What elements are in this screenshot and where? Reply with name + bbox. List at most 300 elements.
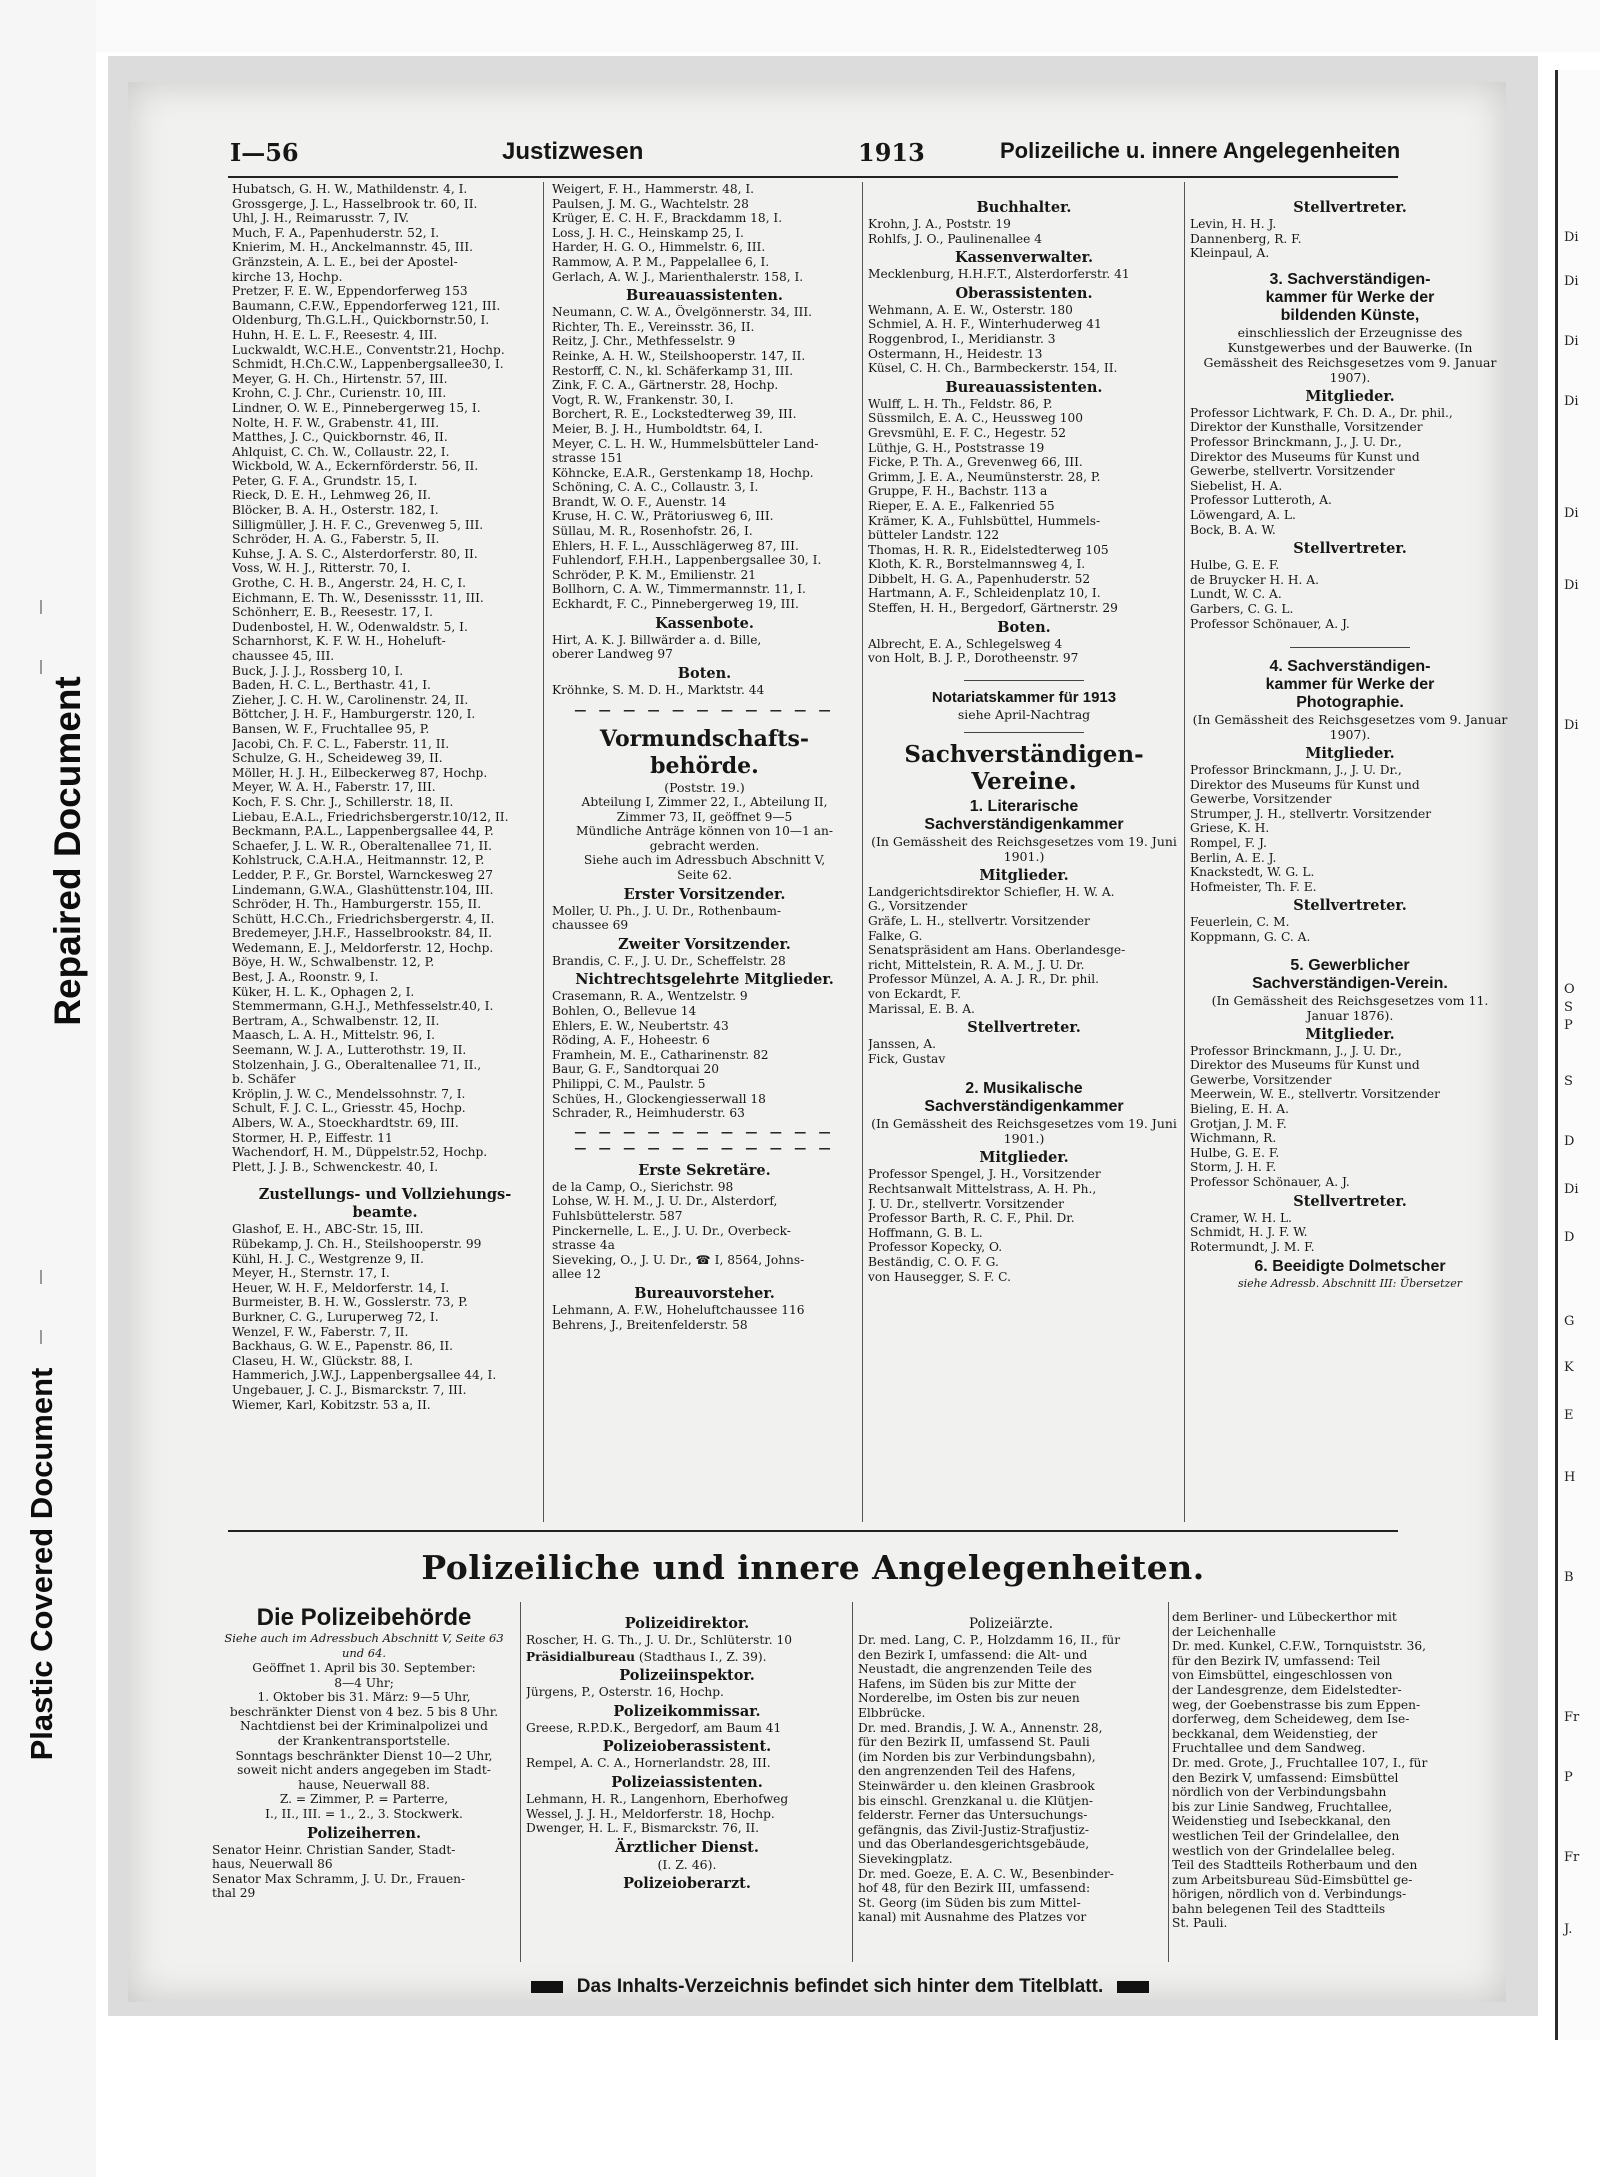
entry-line: Mecklenburg, H.H.F.T., Alsterdorferstr. 41 [868, 267, 1130, 282]
entry-line: Dwenger, H. L. F., Bismarckstr. 76, II. [526, 1821, 760, 1836]
entry-line: bütteler Landstr. 122 [868, 528, 1000, 543]
entry-list [552, 1303, 857, 1332]
entry-list [1172, 1610, 1508, 1931]
entry-line: weg, der Goebenstrasse bis zum Eppen- [1172, 1697, 1421, 1712]
entry-line: Professor Brinckmann, J., J. U. Dr., [1190, 434, 1402, 449]
column-1 [232, 182, 538, 1412]
entry-line: von Eckardt, F. [868, 987, 962, 1001]
rule [964, 732, 1084, 733]
entry-line: Geöffnet 1. April bis 30. September: [252, 1661, 476, 1675]
entry-line: Gewerbe, Vorsitzender [1190, 1072, 1332, 1087]
entry-line: Rübekamp, J. Ch. H., Steilshooperstr. 99 [232, 1236, 482, 1251]
entry-line: I., II., III. = 1., 2., 3. Stockwerk. [265, 1806, 463, 1821]
mitglieder-heading: Mitglieder. [979, 1149, 1069, 1167]
entry-line: Wenzel, F. W., Faberstr. 7, II. [232, 1324, 409, 1339]
entry-line: Fuhlsbüttelerstr. 587 [552, 1209, 683, 1224]
kammer-6-title: 6. Beeidigte Dolmetscher [1254, 1258, 1446, 1276]
entry-line: Abteilung I, Zimmer 22, I., Abteilung II, [581, 795, 828, 809]
entry-line: Crasemann, R. A., Wentzelstr. 9 [552, 989, 748, 1004]
entry-list [212, 1843, 516, 1901]
entry-line: nördlich von der Verbindungsbahn [1172, 1785, 1387, 1800]
entry-line: de la Camp, O., Sierichstr. 98 [552, 1179, 734, 1194]
entry-line: Philippi, C. M., Paulstr. 5 [552, 1076, 706, 1091]
entry-list [232, 1222, 538, 1412]
entry-line: Meyer, W. A. H., Faberstr. 17, III. [232, 780, 436, 795]
entry-line: Wiemer, Karl, Kobitzstr. 53 a, II. [232, 1397, 431, 1412]
entry-line: Wickbold, W. A., Eckernförderstr. 56, II. [232, 459, 479, 474]
stellvertreter-heading: Stellvertreter. [1293, 540, 1407, 558]
praesidialbureau-note: (Stadthaus I., Z. 39). [638, 1649, 767, 1664]
entry-line: Ostermann, H., Heidestr. 13 [868, 346, 1043, 361]
entry-line: von Hausegger, S. F. C. [868, 1269, 1011, 1284]
entry-line: Best, J. A., Roonstr. 9, I. [232, 970, 379, 985]
column-divider [1184, 182, 1185, 1522]
entry-list [552, 954, 857, 969]
entry-line: bahn belegenen Teil des Stadtteils [1172, 1901, 1386, 1916]
entry-line: Grotjan, J. M. F. [1190, 1116, 1287, 1131]
entry-list [1190, 915, 1510, 944]
entry-line: Storm, J. H. F. [1190, 1160, 1277, 1175]
entry-line: Rieck, D. E. H., Lehmweg 26, II. [232, 488, 432, 503]
entry-list [868, 637, 1180, 666]
entry-line: Kleinpaul, A. [1190, 246, 1270, 261]
nichtrechtsgelehrte-heading: Nichtrechtsgelehrte Mitglieder. [575, 971, 834, 989]
entry-line: Much, F. A., Papenhuderstr. 52, I. [232, 225, 440, 240]
entry-line: Ungebauer, J. C. J., Bismarckstr. 7, III. [232, 1382, 467, 1397]
entry-line: bis zur Linie Sandweg, Fruchtallee, [1172, 1799, 1393, 1814]
sachverstaendigen-title-2: Vereine. [971, 767, 1077, 795]
notariatskammer-note: siehe April-Nachtrag [957, 706, 1091, 722]
entry-line: richt, Mittelstein, R. A. M., J. U. Dr. [868, 957, 1085, 972]
entry-list [552, 795, 857, 883]
rule [964, 680, 1084, 681]
entry-line: beckkanal, dem Weidenstieg, der [1172, 1726, 1378, 1741]
entry-line: Seemann, W. J. A., Lutterothstr. 19, II. [232, 1043, 467, 1058]
entry-line: Dr. med. Kunkel, C.F.W., Tornquiststr. 36, [1172, 1639, 1426, 1654]
entry-line: Rotermundt, J. M. F. [1190, 1239, 1315, 1254]
entry-line: Wulff, L. H. Th., Feldstr. 86, P. [868, 396, 1053, 411]
separator-dashes: — — — — — — — — — — — [574, 1124, 835, 1139]
entry-line: Restorff, C. N., kl. Schäferkamp 31, III. [552, 363, 794, 378]
entry-list [1190, 1044, 1510, 1190]
entry-line: Schmidt, H.Ch.C.W., Lappenbergsallee30, I. [232, 357, 504, 372]
boten-heading: Boten. [677, 664, 732, 682]
entry-line: Garbers, C. G. L. [1190, 601, 1294, 616]
zweiter-vorsitzender-heading: Zweiter Vorsitzender. [618, 935, 791, 953]
entry-line: Ehlers, H. F. L., Ausschlägerweg 87, III. [552, 538, 799, 553]
entry-line: Stolzenhain, J. G., Oberaltenallee 71, II., [232, 1057, 482, 1072]
entry-line: b. Schäfer [232, 1072, 296, 1087]
entry-line: Direktor des Museums für Kunst und [1190, 1058, 1420, 1073]
entry-line: Baumann, C.F.W., Eppendorferweg 121, III. [232, 298, 501, 313]
mitglieder-heading: Mitglieder. [1305, 745, 1395, 763]
entry-line: chaussee 45, III. [232, 649, 335, 663]
entry-line: Professor Spengel, J. H., Vorsitzender [868, 1167, 1101, 1182]
entry-line: Grossgerge, J. L., Hasselbrook tr. 60, II. [232, 196, 478, 211]
entry-line: den angrenzenden Teil des Hafens, [858, 1764, 1076, 1779]
section-title-left: Justizwesen [502, 138, 644, 165]
entry-line: G., Vorsitzender [868, 899, 968, 914]
entry-line: Kuhse, J. A. S. C., Alsterdorferstr. 80, II. [232, 546, 478, 561]
entry-line: Eckhardt, F. C., Pinnebergerweg 19, III. [552, 597, 799, 612]
entry-line: Reitz, J. Chr., Methfesselstr. 9 [552, 334, 736, 349]
entry-line: Zieher, J. C. H. W., Carolinenstr. 24, II. [232, 692, 469, 707]
mitglieder-heading: Mitglieder. [1305, 387, 1395, 405]
entry-line: Blöcker, B. A. H., Osterstr. 182, I. [232, 503, 439, 518]
polizeiherren-heading: Polizeiherren. [306, 1824, 422, 1842]
entry-line: Buck, J. J. J., Rossberg 10, I. [232, 663, 404, 678]
entry-line: Schrader, R., Heimhuderstr. 63 [552, 1106, 745, 1121]
entry-line: Jacobi, Ch. F. C. L., Faberstr. 11, II. [232, 736, 450, 751]
entry-line: Moller, U. Ph., J. U. Dr., Rothenbaum- [552, 903, 782, 918]
entry-line: Brandt, W. O. F., Auenstr. 14 [552, 494, 727, 509]
musikalische-title: 2. Musikalische [965, 1080, 1083, 1098]
literarische-title: 1. Literarische [969, 797, 1079, 815]
entry-line: Luckwaldt, W.C.H.E., Conventstr.21, Hochp. [232, 342, 505, 357]
entry-line: Dannenberg, R. F. [1190, 231, 1302, 246]
kammer-3-title-3: bildenden Künste, [1280, 306, 1420, 324]
entry-line: Landgerichtsdirektor Schiefler, H. W. A. [868, 884, 1115, 899]
entry-line: Oldenburg, Th.G.L.H., Quickbornstr.50, I. [232, 313, 490, 328]
kammer-4-title: 4. Sachverständigen- [1269, 658, 1431, 676]
entry-line: Stemmermann, G.H.J., Methfesselstr.40, I. [232, 999, 494, 1014]
police-column-1 [212, 1604, 516, 1901]
polizeiaerzte-heading: Polizeiärzte. [968, 1616, 1054, 1632]
entry-line: Rompel, F. J. [1190, 836, 1267, 851]
entry-line: gefängnis, das Zivil-Justiz-Strafjustiz- [858, 1822, 1089, 1837]
entry-line: Rechtsanwalt Mittelstrass, A. H. Ph., [868, 1181, 1097, 1196]
sachverstaendigen-title: Sachverständigen- [904, 740, 1144, 768]
entry-line: Professor Barth, R. C. F., Phil. Dr. [868, 1211, 1075, 1226]
entry-line: Schmiel, A. H. F., Winterhuderweg 41 [868, 317, 1102, 332]
section-title-right: Polizeiliche u. innere Angelegenheiten [1000, 138, 1401, 163]
polizeidirektor-heading: Polizeidirektor. [624, 1615, 750, 1632]
plastic-covered-document-label: Plastic Covered Document [24, 1367, 59, 1761]
entry-line: Matthes, J. C., Quickbornstr. 46, II. [232, 430, 448, 445]
entry-line: Feuerlein, C. M. [1190, 915, 1290, 930]
entry-line: dorferweg, dem Scheideweg, dem Ise- [1172, 1712, 1410, 1727]
section-rule [228, 1530, 1398, 1532]
entry-list [868, 885, 1180, 1016]
entry-line: Grimm, J. E. A., Neumünsterstr. 28, P. [868, 469, 1101, 484]
entry-line: Weidenstieg und Isebeckkanal, den [1172, 1814, 1391, 1829]
entry-line: Dr. med. Grote, J., Fruchtallee 107, I., für [1172, 1755, 1428, 1770]
entry-line: Gewerbe, stellvertr. Vorsitzender [1190, 464, 1395, 479]
entry-line: Pinckernelle, L. E., J. U. Dr., Overbeck- [552, 1223, 791, 1238]
column-4 [1190, 196, 1510, 1291]
entry-list [526, 1792, 848, 1836]
kassenbote-heading: Kassenbote. [655, 614, 754, 632]
entry-line: kanal) mit Ausnahme des Platzes vor [858, 1910, 1087, 1925]
column-divider [852, 1602, 853, 1962]
entry-line: Falke, G. [868, 928, 923, 943]
entry-line: gebracht werden. [649, 838, 760, 853]
entry-list [552, 904, 857, 933]
entry-line: Vogt, R. W., Frankenstr. 30, I. [552, 392, 734, 407]
column-divider [543, 182, 544, 1522]
stellvertreter-heading: Stellvertreter. [1293, 199, 1407, 216]
entry-line: Küsel, C. H. Ch., Barmbeckerstr. 154, II. [868, 361, 1118, 376]
zustellung-heading-2: beamte. [352, 1204, 418, 1222]
entry-line: Professor Schönauer, A. J. [1190, 1174, 1350, 1189]
entry-list [858, 1633, 1164, 1925]
entry-line: Zink, F. C. A., Gärtnerstr. 28, Hochp. [552, 378, 779, 393]
entry-line: Ahlquist, C. Ch. W., Collaustr. 22, I. [232, 444, 450, 459]
entry-line: Eichmann, E. Th. W., Desenissstr. 11, III. [232, 590, 484, 605]
entry-list [552, 989, 857, 1120]
entry-line: Schröder, H. Th., Hamburgerstr. 155, II. [232, 897, 482, 912]
entry-line: Roggenbrod, I., Meridianstr. 3 [868, 331, 1056, 346]
entry-line: oberer Landweg 97 [552, 647, 673, 662]
entry-line: Lundt, W. C. A. [1190, 587, 1282, 602]
entry-line: Bieling, E. H. A. [1190, 1102, 1289, 1116]
entry-line: thal 29 [212, 1886, 256, 1901]
entry-line: Strumper, J. H., stellvertr. Vorsitzender [1190, 806, 1432, 821]
entry-line: Professor Lichtwark, F. Ch. D. A., Dr. phil., [1190, 405, 1453, 420]
entry-line: Kühl, H. J. C., Westgrenze 9, II. [232, 1251, 424, 1266]
entry-line: Plett, J. J. B., Schwenckestr. 40, I. [232, 1159, 439, 1174]
entry-line: 1. Oktober bis 31. März: 9—5 Uhr, [257, 1690, 471, 1705]
entry-line: Ehlers, E. W., Neubertstr. 43 [552, 1018, 729, 1033]
entry-line: Schütt, H.C.Ch., Friedrichsbergerstr. 4, II. [232, 911, 495, 926]
entry-line: Glashof, E. H., ABC-Str. 15, III. [232, 1222, 424, 1237]
entry-line: Heuer, W. H. F., Meldorferstr. 14, I. [232, 1280, 450, 1295]
entry-line: Albers, W. A., Stoeckhardtstr. 69, III. [232, 1116, 459, 1130]
entry-line: Hulbe, G. E. F. [1190, 558, 1280, 573]
entry-line: Schult, F. J. C. L., Griesstr. 45, Hochp. [232, 1101, 466, 1116]
entry-line: Direktor des Museums für Kunst und [1190, 777, 1420, 792]
entry-line: Hafens, im Süden bis zur Mitte der [858, 1676, 1076, 1691]
entry-line: Zimmer 73, II, geöffnet 9—5 [616, 809, 793, 824]
entry-line: Lindemann, G.W.A., Glashüttenstr.104, III. [232, 882, 494, 897]
column-divider [862, 182, 863, 1522]
entry-line: Hofmeister, Th. F. E. [1190, 879, 1317, 894]
praesidialbureau-line [526, 1650, 848, 1665]
entry-list [552, 633, 857, 662]
entry-line: Köhncke, E.A.R., Gerstenkamp 18, Hochp. [552, 465, 814, 480]
entry-line: Stormer, H. P., Eiffestr. 11 [232, 1130, 393, 1145]
entry-line: Senatspräsident am Hans. Oberlandesge- [868, 943, 1126, 958]
entry-line: Nachtdienst bei der Kriminalpolizei und [240, 1719, 488, 1734]
header-rule [228, 176, 1398, 178]
entry-line: Meyer, G. H. Ch., Hirtenstr. 57, III. [232, 371, 448, 386]
erste-sekretaere-heading: Erste Sekretäre. [638, 1161, 771, 1179]
entry-line: Süssmilch, E. A. C., Heussweg 100 [868, 411, 1083, 426]
entry-line: Weigert, F. H., Hammerstr. 48, I. [552, 182, 755, 196]
entry-line: Pretzer, F. E. W., Eppendorferweg 153 [232, 284, 468, 299]
entry-line: den Bezirk V, umfassend: Eimsbüttel [1172, 1770, 1399, 1785]
kammer-3-title: 3. Sachverständigen- [1269, 270, 1431, 288]
police-column-2 [526, 1612, 848, 1893]
polizeibehoerde-note: Siehe auch im Adressbuch Abschnitt V, Seite 63 und 64. [224, 1631, 504, 1660]
entry-line: westlich von der Grindelallee beleg. [1172, 1843, 1396, 1858]
stellvertreter-heading: Stellvertreter. [967, 1019, 1081, 1037]
entry-line: Schröder, P. K. M., Emilienstr. 21 [552, 567, 756, 582]
entry-line: Meier, B. J. H., Humboldtstr. 64, I. [552, 421, 763, 436]
entry-line: Norderelbe, im Osten bis zur neuen [858, 1691, 1080, 1706]
entry-line: Senator Max Schramm, J. U. Dr., Frauen- [212, 1871, 466, 1886]
entry-list [212, 1661, 516, 1822]
entry-list [552, 305, 857, 611]
kammer-5-note: (In Gemässheit des Reichsgesetzes vom 11. Januar 1876). [1211, 992, 1489, 1023]
entry-list [1190, 558, 1510, 631]
entry-line: Lindner, O. W. E., Pinnebergerweg 15, I. [232, 400, 481, 415]
entry-line: Schmidt, H. J. F. W. [1190, 1225, 1308, 1240]
separator-dashes: — — — — — — — — — — — [574, 703, 835, 718]
entry-line: Gränzstein, A. L. E., bei der Apostel- [232, 254, 458, 269]
entry-line: Schöning, C. A. C., Collaustr. 3, I. [552, 480, 759, 495]
footer-note [440, 1976, 1240, 1998]
entry-list [552, 1180, 857, 1282]
entry-line: Steinwärder u. den kleinen Grasbrook [858, 1778, 1095, 1793]
entry-line: beschränkter Dienst von 4 bez. 5 bis 8 Uhr. [229, 1704, 499, 1719]
entry-line: Hubatsch, G. H. W., Mathildenstr. 4, I. [232, 182, 468, 196]
entry-line: Knierim, M. H., Anckelmannstr. 45, III. [232, 240, 474, 255]
column-3 [868, 196, 1180, 1284]
entry-line: Bollhorn, C. A. W., Timmermannstr. 11, I. [552, 582, 806, 597]
entry-line: der Krankentransportstelle. [277, 1733, 451, 1748]
entry-line: Elbbrücke. [858, 1705, 926, 1720]
entry-line: Scharnhorst, K. F. W. H., Hoheluft- [232, 634, 446, 649]
entry-line: Bertram, A., Schwalbenstr. 12, II. [232, 1013, 440, 1028]
entry-line: St. Georg (im Süden bis zum Mittel- [858, 1895, 1081, 1910]
column-2 [552, 182, 857, 1332]
mitglieder-heading: Mitglieder. [979, 866, 1069, 884]
entry-line: Bansen, W. F., Fruchtallee 95, P. [232, 721, 430, 736]
entry-line: Loss, J. H. C., Heinskamp 25, I. [552, 225, 744, 240]
entry-line: bis einschl. Grenzkanal u. die Klütjen- [858, 1793, 1094, 1808]
entry-list [526, 1756, 848, 1771]
entry-line: Krämer, K. A., Fuhlsbüttel, Hummels- [868, 513, 1101, 528]
entry-list [868, 1167, 1180, 1284]
entry-line: Meyer, C. L. H. W., Hummelsbütteler Land- [552, 436, 819, 451]
entry-line: allee 12 [552, 1267, 601, 1282]
rule [1290, 647, 1410, 648]
entry-line: Krohn, C. J. Chr., Curienstr. 10, III. [232, 386, 447, 401]
literarische-title-2: Sachverständigenkammer [924, 815, 1124, 833]
entry-line: Beckmann, P.A.L., Lappenbergsallee 44, P. [232, 824, 494, 839]
entry-list [1190, 406, 1510, 537]
polizeiassistenten-heading: Polizeiassistenten. [611, 1773, 763, 1791]
entry-line: Schaefer, J. L. W. R., Oberaltenallee 71, II. [232, 838, 493, 853]
entry-line: Fruchtallee und dem Sandweg. [1172, 1741, 1366, 1756]
entry-list [552, 683, 857, 698]
entry-line: Voss, W. H. J., Ritterstr. 70, I. [232, 561, 411, 576]
entry-line: Knackstedt, W. G. L. [1190, 865, 1315, 880]
entry-line: Claseu, H. W., Glückstr. 88, I. [232, 1353, 413, 1368]
entry-line: Ficke, P. Th. A., Grevenweg 66, III. [868, 455, 1083, 470]
entry-line: Berlin, A. E. J. [1190, 850, 1277, 865]
page-number: I—56 [230, 138, 299, 167]
separator-dashes: — — — — — — — — — — — [574, 1141, 835, 1156]
entry-line: Behrens, J., Breitenfelderstr. 58 [552, 1317, 748, 1332]
entry-line: Dudenbostel, H. W., Odenwaldstr. 5, I. [232, 619, 468, 634]
entry-line: Rempel, A. C. A., Hornerlandstr. 28, III. [526, 1756, 771, 1771]
kammer-5-title-2: Sachverständigen-Verein. [1252, 974, 1448, 992]
entry-line: Hoffmann, G. B. L. [868, 1225, 983, 1240]
entry-line: Professor Brinckmann, J., J. U. Dr., [1190, 763, 1402, 778]
vormund-title-2: behörde. [650, 753, 759, 779]
entry-line: Z. = Zimmer, P. = Parterre, [279, 1792, 449, 1807]
entry-line: Borchert, R. E., Lockstedterweg 39, III. [552, 407, 797, 422]
entry-line: Bredemeyer, J.H.F., Hasselbrookstr. 84, II. [232, 926, 492, 941]
entry-line: Gruppe, F. H., Bachstr. 113 a [868, 484, 1048, 499]
entry-line: Bock, B. A. W. [1190, 522, 1276, 537]
entry-line: Kruse, H. C. W., Prätoriusweg 6, III. [552, 509, 774, 524]
entry-line: der Leichenhalle [1172, 1624, 1276, 1639]
entry-line: Thomas, H. R. R., Eidelstedterweg 105 [868, 542, 1109, 557]
entry-line: Lüthje, G. H., Poststrasse 19 [868, 440, 1045, 455]
entry-line: Professor Schönauer, A. J. [1190, 616, 1350, 631]
entry-line: Steffen, H. H., Bergedorf, Gärtnerstr. 29 [868, 601, 1118, 616]
entry-line: Wachendorf, H. M., Düppelstr.52, Hochp. [232, 1145, 488, 1160]
pointing-hand-icon [1117, 1981, 1149, 1993]
entry-line: Teil des Stadtteils Rotherbaum und den [1172, 1858, 1418, 1873]
entry-list [232, 182, 538, 1174]
entry-line: Liebau, E.A.L., Friedrichsbergerstr.10/12, II. [232, 809, 509, 824]
neighbor-page-edge: Di Di Di Di Di Di Di O S P S D Di D G K E H B Fr P Fr J. [1555, 70, 1600, 2040]
entry-line: Küker, H. L. K., Ophagen 2, I. [232, 984, 415, 999]
musikalische-title-2: Sachverständigenkammer [924, 1098, 1124, 1116]
entry-line: Direktor der Kunsthalle, Vorsitzender [1190, 420, 1423, 435]
entry-line: soweit nicht anders angegeben im Stadt- [237, 1763, 491, 1778]
buchhalter-heading: Buchhalter. [976, 199, 1072, 216]
entry-line: Janssen, A. [868, 1037, 936, 1052]
entry-line: Lehmann, A. F.W., Hoheluftchaussee 116 [552, 1303, 805, 1318]
entry-line: Grothe, C. H. B., Angerstr. 24, H. C, I. [232, 576, 467, 591]
entry-line: Dibbelt, H. G. A., Papenhuderstr. 52 [868, 571, 1091, 586]
entry-line: (im Norden bis zur Verbindungsbahn), [858, 1749, 1096, 1764]
entry-line: Baur, G. F., Sandtorquai 20 [552, 1062, 720, 1077]
entry-list [1190, 1211, 1510, 1255]
entry-list [868, 267, 1180, 282]
footer-text: Das Inhalts-Verzeichnis befindet sich hinter dem Titelblatt. [576, 1976, 1104, 1997]
entry-line: haus, Neuerwall 86 [212, 1857, 333, 1872]
entry-line: Maasch, L. A. H., Mittelstr. 96, I. [232, 1028, 435, 1043]
entry-list [868, 397, 1180, 616]
entry-list [868, 303, 1180, 376]
entry-line: de Bruycker H. H. A. [1190, 572, 1319, 587]
police-column-4 [1172, 1610, 1508, 1931]
entry-line: Schulze, G. H., Scheideweg 39, II. [232, 751, 443, 766]
entry-line: Reinke, A. H. W., Steilshooperstr. 147, II. [552, 348, 806, 363]
literarische-note: (In Gemässheit des Reichsgesetzes vom 19. Juni 1901.) [871, 833, 1177, 864]
entry-line: Professor Lutteroth, A. [1190, 493, 1332, 508]
entry-line: Neustadt, die angrenzenden Teile des [858, 1662, 1092, 1677]
bureauassistenten-heading: Bureauassistenten. [626, 287, 783, 305]
entry-line: Cramer, W. H. L. [1190, 1210, 1292, 1225]
bureauassistenten-heading: Bureauassistenten. [945, 378, 1103, 396]
entry-line: 8—4 Uhr; [334, 1675, 394, 1690]
entry-line: hause, Neuerwall 88. [298, 1777, 430, 1792]
entry-line: St. Pauli. [1172, 1916, 1228, 1931]
entry-line: Röding, A. F., Hoheestr. 6 [552, 1033, 710, 1048]
stellvertreter-heading: Stellvertreter. [1293, 1192, 1407, 1210]
entry-line: von Holt, B. J. P., Dorotheenstr. 97 [868, 651, 1079, 666]
entry-line: Fick, Gustav [868, 1051, 946, 1066]
entry-line: Backhaus, G. W. E., Papenstr. 86, II. [232, 1339, 454, 1354]
cut-mark [40, 600, 42, 614]
entry-line: Hammerich, J.W.J., Lappenbergsallee 44, I. [232, 1368, 497, 1383]
entry-line: Greese, R.P.D.K., Bergedorf, am Baum 41 [526, 1720, 782, 1735]
entry-line: Koppmann, G. C. A. [1190, 930, 1311, 945]
polizeibehoerde-title: Die Polizeibehörde [256, 1604, 472, 1631]
entry-line: Böttcher, J. H. F., Hamburgerstr. 120, I. [232, 707, 476, 722]
entry-line: Kloth, K. R., Borstelmannsweg 4, I. [868, 557, 1086, 572]
entry-line: Sievekingplatz. [858, 1851, 953, 1866]
entry-line: Baden, H. C. L., Berthastr. 41, I. [232, 678, 431, 693]
entry-line: Dr. med. Brandis, J. W. A., Annenstr. 28, [858, 1720, 1103, 1735]
